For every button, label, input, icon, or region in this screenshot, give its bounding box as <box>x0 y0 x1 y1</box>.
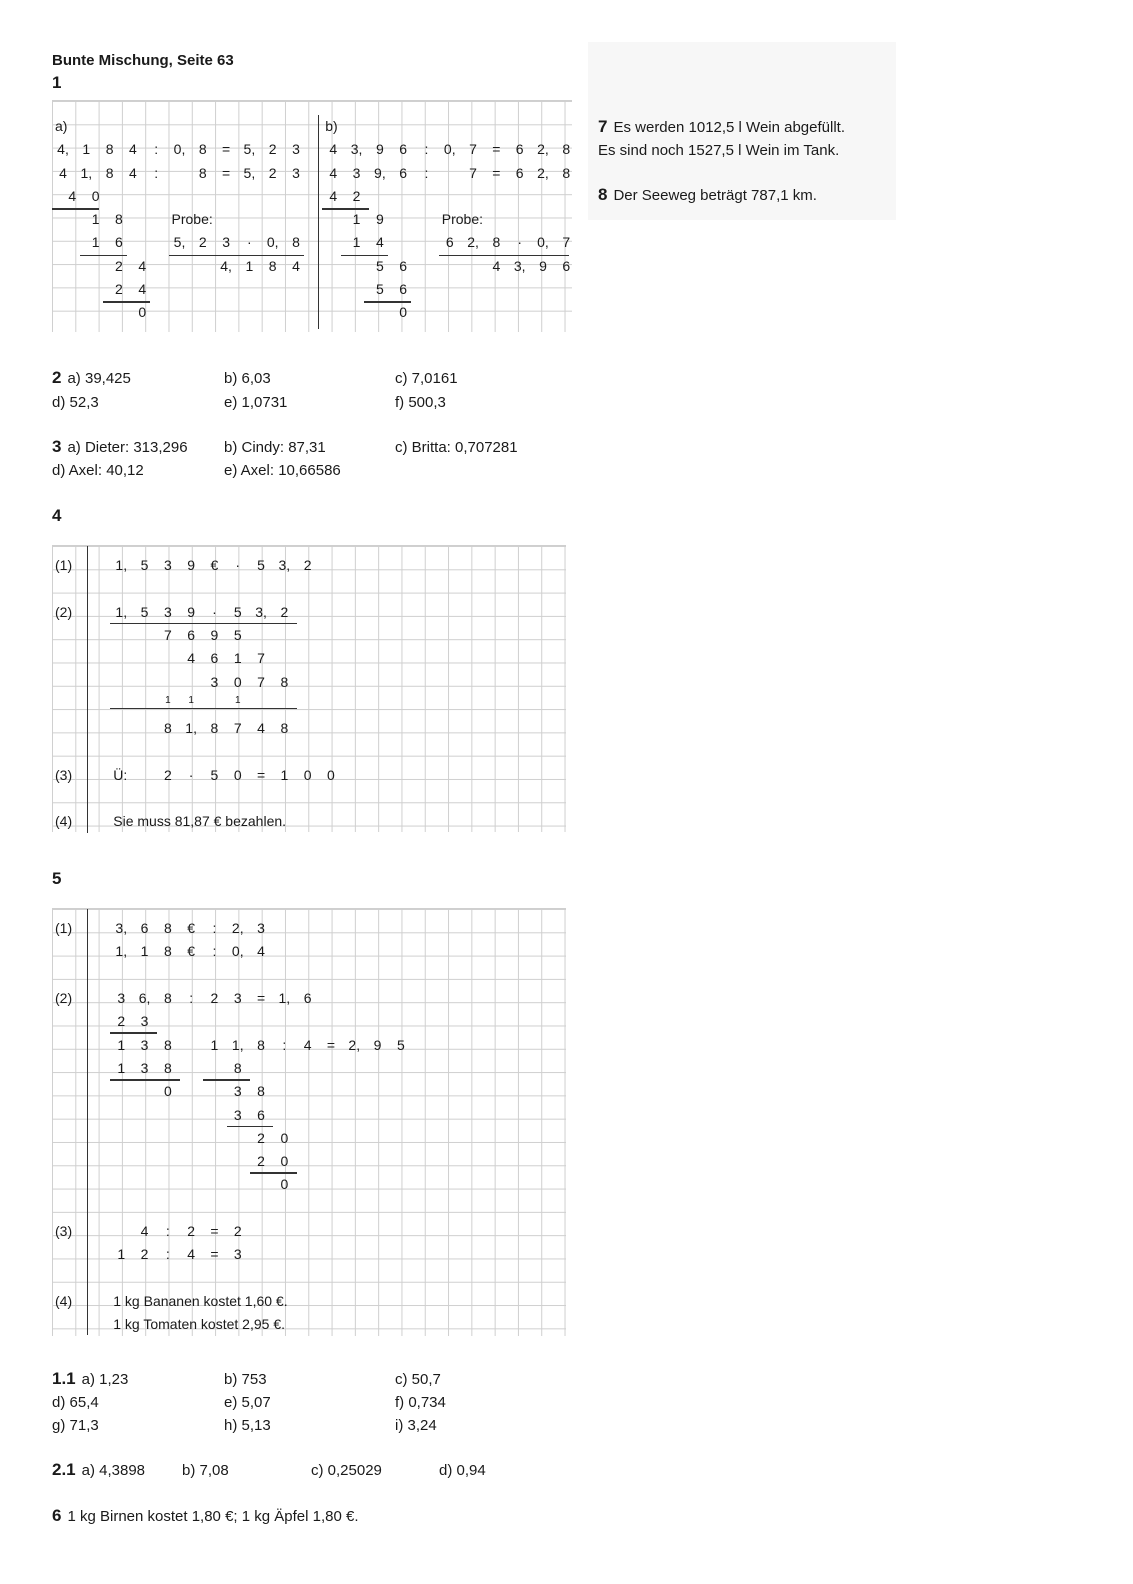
exercise-1-1-number: 1.1 <box>52 1369 76 1388</box>
division-1-step: 3 <box>140 1013 149 1030</box>
exercise-2-1-item-d: d) 0,94 <box>439 1462 486 1479</box>
division-b-digit: 8 <box>562 141 571 158</box>
product-digit: 1, <box>185 720 197 737</box>
division-1-step: 3 <box>140 1059 149 1076</box>
exercise-2-number: 2 <box>52 368 62 387</box>
division-1-digit: 6, <box>138 990 151 1007</box>
division-b-digit: 8 <box>562 164 571 181</box>
division-b-digit: 4 <box>329 164 338 181</box>
division-b-step: 6 <box>399 281 408 298</box>
partial-product-digit: 8 <box>280 673 289 690</box>
probe-b-digit: 2, <box>467 234 479 251</box>
underline <box>80 255 127 257</box>
probe-b-digit: 6 <box>445 234 454 251</box>
exercise-3-item-a: a) Dieter: 313,296 <box>67 439 188 456</box>
division-a-digit: 5, <box>243 164 256 181</box>
separator-line <box>87 546 89 833</box>
partial-product-digit: 6 <box>187 627 196 644</box>
answer-1-text: 1 kg Bananen kostet 1,60 €. <box>113 1292 288 1309</box>
problem-digit: 3, <box>278 557 291 574</box>
division-1-step: 1 <box>117 1036 126 1053</box>
division-1-step: 8 <box>163 1059 172 1076</box>
problem-digit: € <box>187 920 196 937</box>
step-2-label: (2) <box>55 603 73 620</box>
multiplication-digit: 5 <box>233 603 242 620</box>
division-a-step: 1 <box>91 211 100 228</box>
division-b-step: 1 <box>352 234 361 251</box>
division-1-digit: : <box>189 990 194 1007</box>
estimate-1-digit: : <box>165 1223 170 1240</box>
division-a-digit: 1, <box>80 164 93 181</box>
exercise-1-1-item-h: h) 5,13 <box>224 1417 271 1434</box>
exercise-2-item-b: b) 6,03 <box>224 370 271 387</box>
division-a-digit: 8 <box>198 164 207 181</box>
exercise-3-line-1 <box>52 437 188 457</box>
division-b-digit: 4 <box>329 141 338 158</box>
exercise-7-text-1: Es werden 1012,5 l Wein abgefüllt. <box>613 119 846 136</box>
probe-a-digit: 4, <box>220 257 232 274</box>
division-b-digit: 6 <box>399 164 408 181</box>
problem-digit: 5 <box>140 557 149 574</box>
division-a-digit: : <box>154 141 159 158</box>
probe-b-digit: 9 <box>539 257 547 274</box>
partial-product-digit: 7 <box>163 627 172 644</box>
estimate-2-digit: 1 <box>117 1246 126 1263</box>
carry-digit: 1 <box>165 695 171 707</box>
problem-digit: 1 <box>140 943 149 960</box>
division-1-step: 2 <box>117 1013 126 1030</box>
problem-digit: 5 <box>257 557 265 574</box>
exercise-7-text-2: Es sind noch 1527,5 l Wein im Tank. <box>598 142 840 159</box>
problem-digit: 1, <box>115 943 128 960</box>
division-a-digit: 3 <box>292 141 300 158</box>
underline <box>322 208 369 210</box>
division-2-digit: 8 <box>257 1036 265 1053</box>
step-1-label: (1) <box>55 920 73 937</box>
division-b-digit: 9 <box>375 141 384 158</box>
division-2-digit: 9 <box>373 1036 382 1053</box>
estimate-digit: · <box>188 766 194 783</box>
probe-b-digit: 4 <box>492 257 501 274</box>
problem-digit: 3, <box>115 920 128 937</box>
step-4-label: (4) <box>55 813 73 830</box>
problem-digit: · <box>235 557 241 574</box>
problem-digit: 8 <box>163 920 172 937</box>
partial-product-digit: 3 <box>210 673 219 690</box>
underline <box>439 255 569 257</box>
division-b-step: 5 <box>375 257 384 274</box>
probe-b-digit: · <box>517 234 522 251</box>
step-2-label: (2) <box>55 990 73 1007</box>
estimate-digit: 0 <box>233 766 242 783</box>
problem-digit: 3 <box>163 557 172 574</box>
problem-digit: : <box>212 943 217 960</box>
part-b-label: b) <box>325 117 338 134</box>
division-b-digit: 3, <box>350 141 363 158</box>
estimate-digit: 1 <box>280 766 289 783</box>
division-2-step: 3 <box>233 1106 242 1123</box>
division-2-digit: 1, <box>231 1036 244 1053</box>
probe-a-digit: 2 <box>198 234 207 251</box>
division-1-step: 8 <box>163 1036 172 1053</box>
division-a-digit: 8 <box>198 141 207 158</box>
probe-a-label: Probe: <box>171 211 213 228</box>
underline <box>52 208 99 210</box>
exercise-2-1-item-c: c) 0,25029 <box>311 1462 382 1479</box>
partial-product-digit: 6 <box>210 650 219 667</box>
exercise-2-item-a: a) 39,425 <box>67 370 131 387</box>
problem-digit: 0, <box>231 943 244 960</box>
partial-product-digit: 7 <box>257 650 265 667</box>
estimate-1-digit: = <box>210 1223 219 1240</box>
division-a-step: 4 <box>68 187 77 204</box>
division-b-step: 6 <box>399 257 408 274</box>
exercise-4-grid <box>52 545 566 832</box>
multiplication-digit: 2 <box>280 603 289 620</box>
step-3-label: (3) <box>55 766 73 783</box>
problem-digit: € <box>210 557 219 574</box>
estimate-2-digit: = <box>210 1246 219 1263</box>
division-2-step: 6 <box>257 1106 265 1123</box>
exercise-3-item-c: c) Britta: 0,707281 <box>395 439 518 456</box>
underline <box>169 255 304 257</box>
step-1-label: (1) <box>55 557 73 574</box>
division-b-step: 4 <box>375 234 384 251</box>
division-1-digit: 6 <box>303 990 312 1007</box>
answer-text: Sie muss 81,87 € bezahlen. <box>113 813 287 830</box>
exercise-3-item-e: e) Axel: 10,66586 <box>224 462 341 479</box>
partial-product-digit: 0 <box>233 673 242 690</box>
exercise-1-1-item-d: d) 65,4 <box>52 1394 99 1411</box>
multiplication-digit: 3 <box>163 603 172 620</box>
division-a-step: 2 <box>115 257 123 274</box>
estimate-label: Ü: <box>113 766 128 783</box>
exercise-2-1-number: 2.1 <box>52 1460 76 1479</box>
exercise-1-grid <box>52 100 572 332</box>
exercise-5-number: 5 <box>52 869 62 888</box>
probe-a-digit: 1 <box>245 257 254 274</box>
probe-b-digit: 7 <box>562 234 571 251</box>
division-b-digit: 0, <box>443 141 456 158</box>
partial-product-digit: 5 <box>233 627 242 644</box>
division-2-digit: 1 <box>210 1036 219 1053</box>
division-a-step: 8 <box>115 211 123 228</box>
part-a-label: a) <box>55 117 68 134</box>
exercise-1-1-item-b: b) 753 <box>224 1371 267 1388</box>
division-a-step: 4 <box>138 281 147 298</box>
exercise-2-line-1 <box>52 368 131 388</box>
division-a-digit: 5, <box>243 141 256 158</box>
division-a-digit: 8 <box>105 164 114 181</box>
exercise-6-line <box>52 1506 359 1526</box>
division-a-step: 0 <box>91 187 100 204</box>
division-1-digit: 3 <box>233 990 242 1007</box>
division-a-digit: 4 <box>128 164 137 181</box>
estimate-2-digit: 3 <box>233 1246 242 1263</box>
multiplication-digit: 1, <box>115 603 128 620</box>
exercise-8-line <box>598 185 817 205</box>
division-1-step: 0 <box>163 1083 172 1100</box>
probe-a-digit: 5, <box>173 234 186 251</box>
exercise-2-1-item-a: a) 4,3898 <box>81 1462 146 1479</box>
exercise-2-item-d: d) 52,3 <box>52 394 99 411</box>
exercise-1-1-item-f: f) 0,734 <box>395 1394 446 1411</box>
exercise-1-1-item-g: g) 71,3 <box>52 1417 99 1434</box>
partial-product-digit: 1 <box>233 650 242 667</box>
division-b-digit: 3 <box>352 164 361 181</box>
division-a-digit: 2 <box>268 141 277 158</box>
probe-b-digit: 3, <box>513 257 526 274</box>
division-2-step: 2 <box>257 1153 265 1170</box>
problem-digit: 4 <box>257 943 265 960</box>
division-b-digit: 6 <box>515 164 524 181</box>
exercise-2-item-f: f) 500,3 <box>395 394 446 411</box>
division-1-digit: = <box>256 990 266 1007</box>
division-b-digit: 6 <box>399 141 408 158</box>
underline <box>110 1032 157 1034</box>
division-a-digit: = <box>222 141 231 158</box>
division-a-digit: : <box>154 164 159 181</box>
division-a-digit: 4 <box>59 164 67 181</box>
estimate-2-digit: 2 <box>140 1246 149 1263</box>
division-a-step: 6 <box>115 234 123 251</box>
exercise-1-number: 1 <box>52 73 62 92</box>
estimate-1-digit: 2 <box>187 1223 196 1240</box>
division-a-step: 2 <box>115 281 123 298</box>
division-2-digit: = <box>326 1036 336 1053</box>
division-a-digit: 1 <box>82 141 91 158</box>
exercise-8-number: 8 <box>598 185 608 204</box>
division-a-digit: = <box>222 164 231 181</box>
division-a-step: 1 <box>91 234 100 251</box>
division-b-digit: 7 <box>469 141 477 158</box>
probe-a-digit: · <box>247 234 252 251</box>
underline <box>103 301 150 303</box>
estimate-digit: 5 <box>210 766 219 783</box>
product-digit: 8 <box>280 720 289 737</box>
division-a-step: 4 <box>138 257 147 274</box>
division-2-step: 0 <box>280 1153 289 1170</box>
division-b-digit: = <box>492 164 501 181</box>
product-digit: 4 <box>257 720 265 737</box>
probe-a-digit: 4 <box>292 257 300 274</box>
division-2-step: 8 <box>233 1059 242 1076</box>
division-2-step: 3 <box>233 1083 242 1100</box>
probe-b-digit: 8 <box>492 234 501 251</box>
division-b-digit: 9, <box>374 164 386 181</box>
probe-b-digit: 6 <box>562 257 571 274</box>
division-b-digit: : <box>424 164 429 181</box>
division-1-digit: 2 <box>210 990 219 1007</box>
division-2-digit: : <box>282 1036 287 1053</box>
division-1-digit: 3 <box>117 990 126 1007</box>
underline <box>203 1079 250 1081</box>
division-b-step: 5 <box>375 281 384 298</box>
estimate-digit: = <box>256 766 266 783</box>
probe-b-digit: 0, <box>537 234 549 251</box>
multiplication-digit: 5 <box>140 603 149 620</box>
probe-a-digit: 8 <box>292 234 300 251</box>
exercise-7-line-1 <box>598 117 845 137</box>
exercise-8-text: Der Seeweg beträgt 787,1 km. <box>613 187 817 204</box>
division-b-step: 0 <box>399 304 408 321</box>
problem-digit: 3 <box>257 920 265 937</box>
product-digit: 7 <box>233 720 242 737</box>
division-1-digit: 8 <box>163 990 172 1007</box>
answer-2-text: 1 kg Tomaten kostet 2,95 €. <box>113 1316 285 1333</box>
exercise-5-grid <box>52 908 566 1336</box>
exercise-6-text: 1 kg Birnen kostet 1,80 €; 1 kg Äpfel 1,80 €. <box>67 1508 359 1525</box>
estimate-1-digit: 4 <box>140 1223 149 1240</box>
step-4-label: (4) <box>55 1292 73 1309</box>
division-a-digit: 2 <box>268 164 277 181</box>
division-b-step: 1 <box>352 211 361 228</box>
exercise-2-1-item-b: b) 7,08 <box>182 1462 229 1479</box>
estimate-digit: 0 <box>303 766 312 783</box>
problem-digit: 9 <box>187 557 196 574</box>
underline <box>250 1172 297 1174</box>
problem-digit: : <box>212 920 217 937</box>
step-3-label: (3) <box>55 1223 73 1240</box>
division-b-digit: 6 <box>515 141 524 158</box>
underline <box>110 1079 180 1081</box>
page-title: Bunte Mischung, Seite 63 <box>52 52 234 69</box>
estimate-1-digit: 2 <box>233 1223 242 1240</box>
multiplication-digit: 3, <box>255 603 267 620</box>
division-b-step: 2 <box>352 187 361 204</box>
estimate-digit: 0 <box>327 766 335 783</box>
division-1-digit: 1, <box>278 990 291 1007</box>
exercise-3-item-b: b) Cindy: 87,31 <box>224 439 326 456</box>
product-digit: 8 <box>163 720 172 737</box>
division-2-step: 0 <box>280 1176 289 1193</box>
problem-digit: € <box>187 943 196 960</box>
division-2-step: 0 <box>280 1129 289 1146</box>
underline <box>364 301 411 303</box>
problem-digit: 2 <box>303 557 312 574</box>
underline <box>227 1126 274 1128</box>
division-2-digit: 4 <box>303 1036 312 1053</box>
division-a-step: 0 <box>138 304 147 321</box>
carry-digit: 1 <box>234 695 241 707</box>
division-b-digit: 7 <box>469 164 477 181</box>
exercise-1-1-line-1 <box>52 1369 128 1389</box>
division-2-step: 8 <box>257 1083 265 1100</box>
exercise-6-number: 6 <box>52 1506 62 1525</box>
division-b-step: 9 <box>375 211 384 228</box>
division-a-digit: 8 <box>105 141 114 158</box>
problem-digit: 6 <box>140 920 149 937</box>
estimate-digit: 2 <box>163 766 172 783</box>
exercise-1-1-item-c: c) 50,7 <box>395 1371 441 1388</box>
probe-a-digit: 8 <box>268 257 277 274</box>
division-a-digit: 4 <box>128 141 137 158</box>
separator-line <box>87 909 89 1335</box>
exercise-3-number: 3 <box>52 437 62 456</box>
carry-digit: 1 <box>188 695 194 707</box>
exercise-2-item-e: e) 1,0731 <box>224 394 288 411</box>
division-b-digit: 2, <box>537 141 549 158</box>
division-a-digit: 3 <box>292 164 300 181</box>
partial-product-digit: 7 <box>257 673 265 690</box>
underline <box>110 708 296 710</box>
exercise-1-1-item-e: e) 5,07 <box>224 1394 271 1411</box>
division-2-digit: 2, <box>348 1036 361 1053</box>
partial-product-digit: 9 <box>210 627 219 644</box>
division-a-digit: 4, <box>57 141 69 158</box>
exercise-1-1-item-i: i) 3,24 <box>395 1417 437 1434</box>
multiplication-digit: · <box>212 603 217 620</box>
estimate-2-digit: : <box>165 1246 170 1263</box>
exercise-3-item-d: d) Axel: 40,12 <box>52 462 144 479</box>
division-2-step: 2 <box>257 1129 265 1146</box>
division-a-digit: 0, <box>173 141 186 158</box>
product-digit: 8 <box>210 720 219 737</box>
exercise-2-1-line <box>52 1460 145 1480</box>
problem-digit: 2, <box>231 920 244 937</box>
estimate-2-digit: 4 <box>187 1246 196 1263</box>
division-2-digit: 5 <box>396 1036 405 1053</box>
problem-digit: 8 <box>163 943 172 960</box>
partial-product-digit: 4 <box>187 650 196 667</box>
division-1-step: 3 <box>140 1036 149 1053</box>
probe-a-digit: 0, <box>266 234 279 251</box>
division-b-digit: = <box>492 141 501 158</box>
exercise-7-number: 7 <box>598 117 608 136</box>
probe-a-digit: 3 <box>222 234 230 251</box>
division-b-digit: 2, <box>537 164 549 181</box>
division-1-step: 1 <box>117 1059 126 1076</box>
multiplication-digit: 9 <box>187 603 196 620</box>
division-b-digit: : <box>424 141 429 158</box>
division-b-step: 4 <box>329 187 338 204</box>
underline <box>341 255 388 257</box>
probe-b-label: Probe: <box>441 211 484 228</box>
exercise-4-number: 4 <box>52 506 62 525</box>
problem-digit: 1, <box>115 557 128 574</box>
separator-line <box>318 115 320 329</box>
exercise-2-item-c: c) 7,0161 <box>395 370 458 387</box>
exercise-1-1-item-a: a) 1,23 <box>81 1371 129 1388</box>
